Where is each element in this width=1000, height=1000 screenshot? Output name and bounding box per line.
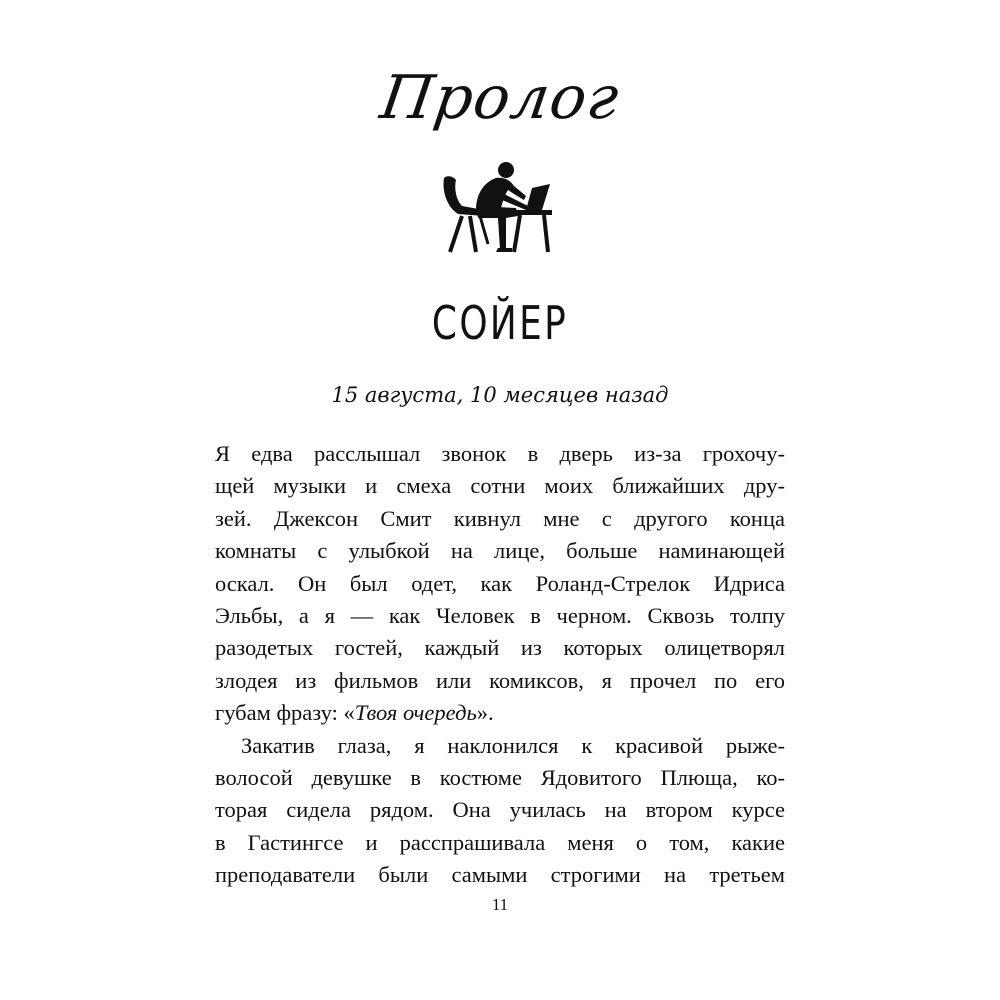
- text-line: щей музыки и смеха сотни моих ближайших дру-: [215, 473, 785, 499]
- text-line: злодея из фильмов или комиксов, я прочел по его: [215, 667, 785, 693]
- italic-quote: Твоя очередь: [354, 700, 477, 726]
- text-line: торая сидела рядом. Она училась на втором курсе: [215, 797, 785, 823]
- text-line: комнаты с улыбкой на лице, больше наминающей: [215, 538, 785, 564]
- text-line: Я едва расслышал звонок в дверь из-за грохочу-: [215, 441, 785, 466]
- text-line: зей. Джексон Смит кивнул мне с другого конца: [215, 505, 785, 531]
- text-line: оскал. Он был одет, как Роланд-Стрелок Идриса: [215, 570, 785, 596]
- text-line: Эльбы, а я — как Человек в черном. Сквозь толпу: [215, 602, 785, 628]
- chapter-title: Пролог: [376, 63, 624, 133]
- body-text: [215, 438, 785, 891]
- text-line: разодетых гостей, каждый из которых олицетворял: [215, 635, 785, 661]
- text-line: Закатив глаза, я наклонился к красивой рыже-: [241, 732, 785, 758]
- text-line: в Гастингсе и расспрашивала меня о том, какие: [215, 829, 785, 855]
- text-line: волосой девушке в костюме Ядовитого Плюща, ко-: [215, 764, 785, 790]
- page-number: 11: [491, 895, 509, 914]
- text-fragment: ».: [476, 700, 494, 726]
- text-line: [215, 697, 785, 729]
- chapter-dateline: 15 августа, 10 месяцев назад: [331, 383, 669, 407]
- text-fragment: губам фразу: «: [215, 700, 355, 726]
- text-line: преподаватели были самыми строгими на третьем: [215, 862, 785, 888]
- paragraph: [215, 438, 785, 730]
- paragraph: [215, 730, 785, 892]
- man-at-laptop-icon: [440, 160, 552, 254]
- pov-character-heading: СОЙЕР: [431, 296, 569, 350]
